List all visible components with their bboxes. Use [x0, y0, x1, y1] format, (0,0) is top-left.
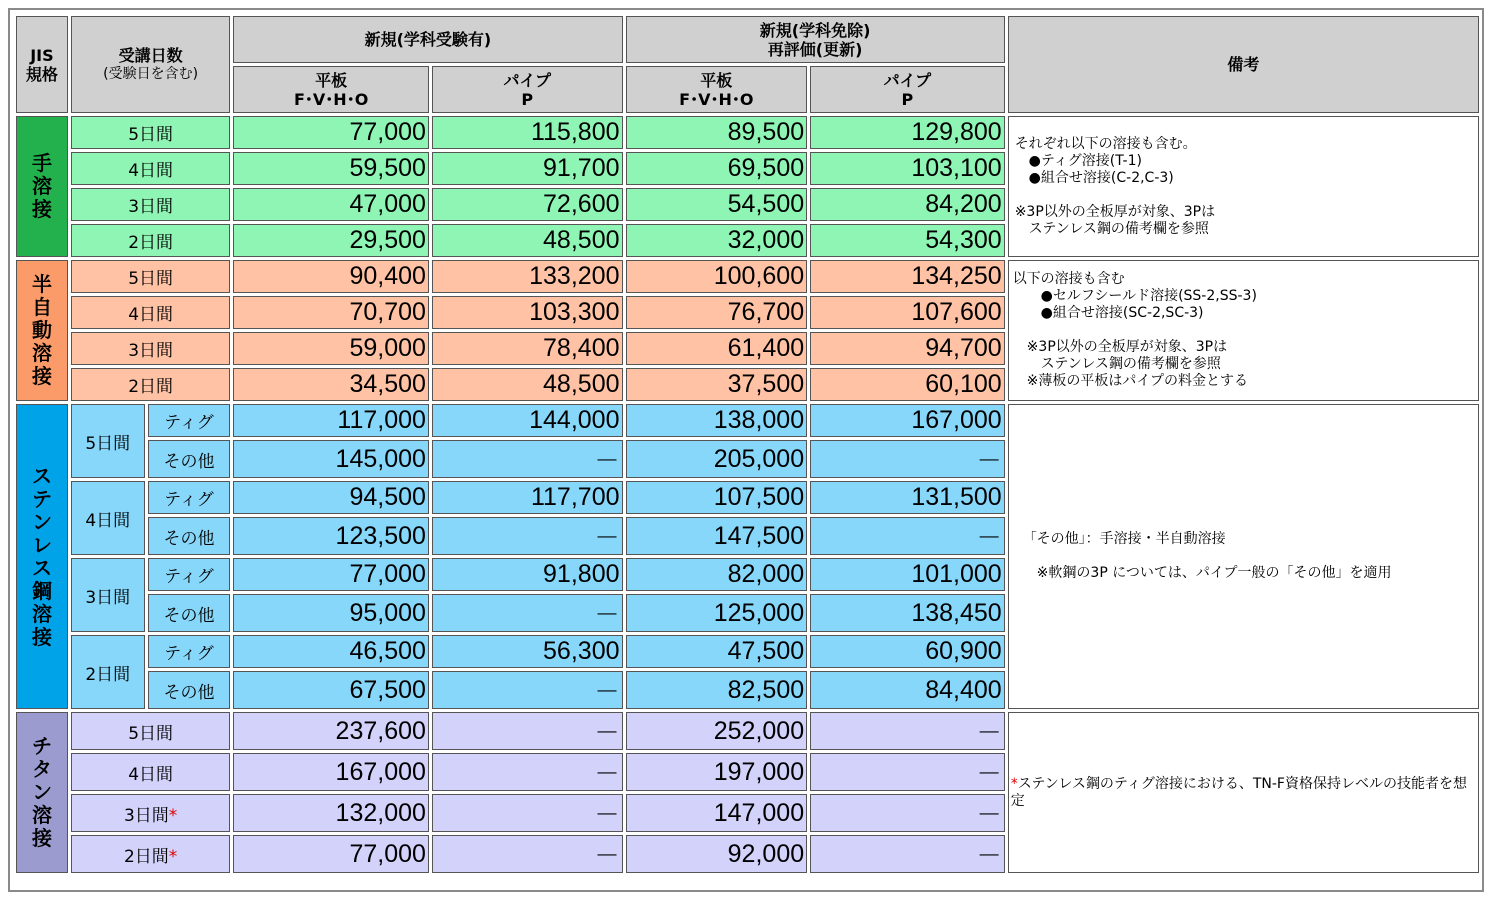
fee-table-frame	[8, 8, 1484, 892]
price-cell: 115,800	[432, 116, 623, 149]
remarks-stainless: 「その他」：手溶接・半自動溶接 ※軟鋼の3P については、パイプ一般の「その他」を適用	[1008, 404, 1479, 709]
price-cell: 84,400	[810, 671, 1005, 709]
price-cell: 90,400	[233, 260, 429, 293]
price-cell: 61,400	[626, 332, 808, 365]
price-cell: －	[810, 835, 1005, 873]
days-cell: 3日間	[71, 188, 230, 221]
price-cell: 77,000	[233, 116, 429, 149]
price-cell: 59,000	[233, 332, 429, 365]
price-cell: 48,500	[432, 224, 623, 257]
price-cell: 95,000	[233, 594, 429, 632]
price-cell: 91,700	[432, 152, 623, 185]
price-cell: 54,300	[810, 224, 1005, 257]
price-cell: 167,000	[810, 404, 1005, 437]
new-exempt-header: 新規(学科免除) 再評価(更新)	[626, 16, 1005, 63]
price-cell: 138,450	[810, 594, 1005, 632]
price-cell: 47,000	[233, 188, 429, 221]
price-cell: 103,100	[810, 152, 1005, 185]
price-cell: 129,800	[810, 116, 1005, 149]
fee-table	[13, 13, 1482, 876]
days-cell: 5日間	[71, 116, 230, 149]
price-cell: 101,000	[810, 558, 1005, 591]
price-cell: 29,500	[233, 224, 429, 257]
price-cell: 77,000	[233, 835, 429, 873]
price-cell: －	[432, 671, 623, 709]
remarks-manual: それぞれ以下の溶接も含む。 ●ティグ溶接(T-1) ●組合せ溶接(C-2,C-3) ※3P以外の全板厚が対象、3Pは ステンレス鋼の備考欄を参照	[1008, 116, 1479, 257]
price-cell: 78,400	[432, 332, 623, 365]
price-cell: 34,500	[233, 368, 429, 401]
type-cell: ティグ	[148, 635, 231, 668]
days-cell: 2日間	[71, 635, 145, 709]
price-cell: 103,300	[432, 296, 623, 329]
price-cell: －	[432, 753, 623, 791]
category-semi-auto: 半 自 動 溶 接	[16, 260, 68, 401]
days-cell: 3日間*	[71, 794, 230, 832]
asterisk-mark: *	[168, 846, 178, 867]
price-cell: 94,500	[233, 481, 429, 514]
price-cell: 145,000	[233, 440, 429, 478]
flat-header: 平板 F･V･H･O	[233, 66, 429, 113]
price-cell: 144,000	[432, 404, 623, 437]
price-cell: －	[810, 517, 1005, 555]
price-cell: －	[432, 517, 623, 555]
days-cell: 2日間	[71, 224, 230, 257]
pipe-header: パイプ P	[810, 66, 1005, 113]
price-cell: 54,500	[626, 188, 808, 221]
type-cell: その他	[148, 517, 231, 555]
table-row	[16, 404, 1479, 437]
remarks-semi-auto: 以下の溶接も含む ●セルフシールド溶接(SS-2,SS-3) ●組合せ溶接(SC-2,SC-3) ※3P以外の全板厚が対象、3Pは ステンレス鋼の備考欄を参照 ※薄板の平板はパイプの料金とする	[1008, 260, 1479, 401]
price-cell: 117,700	[432, 481, 623, 514]
price-cell: 76,700	[626, 296, 808, 329]
days-cell: 3日間	[71, 332, 230, 365]
new-with-exam-header: 新規(学科受験有)	[233, 16, 622, 63]
days-cell: 3日間	[71, 558, 145, 632]
price-cell: 56,300	[432, 635, 623, 668]
price-cell: 77,000	[233, 558, 429, 591]
price-cell: 132,000	[233, 794, 429, 832]
days-cell: 4日間	[71, 753, 230, 791]
price-cell: －	[810, 753, 1005, 791]
days-cell: 2日間	[71, 368, 230, 401]
days-cell: 5日間	[71, 260, 230, 293]
remarks-titanium: *ステンレス鋼のティグ溶接における、TN-F資格保持レベルの技能者を想定	[1008, 712, 1479, 873]
type-cell: ティグ	[148, 558, 231, 591]
price-cell: 59,500	[233, 152, 429, 185]
price-cell: －	[810, 794, 1005, 832]
price-cell: －	[810, 712, 1005, 750]
category-manual: 手 溶 接	[16, 116, 68, 257]
price-cell: 60,100	[810, 368, 1005, 401]
asterisk-mark: *	[168, 805, 178, 826]
price-cell: 72,600	[432, 188, 623, 221]
days-cell: 2日間*	[71, 835, 230, 873]
days-cell: 5日間	[71, 404, 145, 478]
price-cell: 131,500	[810, 481, 1005, 514]
price-cell: 89,500	[626, 116, 808, 149]
price-cell: 70,700	[233, 296, 429, 329]
price-cell: 147,500	[626, 517, 808, 555]
type-cell: その他	[148, 671, 231, 709]
days-cell: 4日間	[71, 152, 230, 185]
price-cell: 167,000	[233, 753, 429, 791]
price-cell: －	[432, 594, 623, 632]
price-cell: －	[432, 835, 623, 873]
price-cell: 32,000	[626, 224, 808, 257]
price-cell: 138,000	[626, 404, 808, 437]
price-cell: 48,500	[432, 368, 623, 401]
table-row	[16, 260, 1479, 293]
price-cell: －	[432, 794, 623, 832]
price-cell: 252,000	[626, 712, 808, 750]
price-cell: 125,000	[626, 594, 808, 632]
jis-header: JIS 規格	[16, 16, 68, 113]
price-cell: 69,500	[626, 152, 808, 185]
price-cell: 82,000	[626, 558, 808, 591]
price-cell: －	[432, 440, 623, 478]
price-cell: 133,200	[432, 260, 623, 293]
flat-header: 平板 F･V･H･O	[626, 66, 808, 113]
type-cell: その他	[148, 594, 231, 632]
table-row	[16, 712, 1479, 750]
days-header: 受講日数 (受験日を含む)	[71, 16, 230, 113]
days-cell: 4日間	[71, 481, 145, 555]
type-cell: その他	[148, 440, 231, 478]
price-cell: 100,600	[626, 260, 808, 293]
price-cell: 107,600	[810, 296, 1005, 329]
price-cell: 147,000	[626, 794, 808, 832]
price-cell: 60,900	[810, 635, 1005, 668]
price-cell: 37,500	[626, 368, 808, 401]
price-cell: 117,000	[233, 404, 429, 437]
days-cell: 5日間	[71, 712, 230, 750]
price-cell: 107,500	[626, 481, 808, 514]
price-cell: 237,600	[233, 712, 429, 750]
price-cell: 92,000	[626, 835, 808, 873]
price-cell: 91,800	[432, 558, 623, 591]
price-cell: 197,000	[626, 753, 808, 791]
price-cell: 67,500	[233, 671, 429, 709]
price-cell: 123,500	[233, 517, 429, 555]
price-cell: －	[810, 440, 1005, 478]
category-titanium: チ タ ン 溶 接	[16, 712, 68, 873]
remarks-header: 備考	[1008, 16, 1479, 113]
table-row	[16, 116, 1479, 149]
price-cell: 84,200	[810, 188, 1005, 221]
price-cell: 47,500	[626, 635, 808, 668]
type-cell: ティグ	[148, 404, 231, 437]
type-cell: ティグ	[148, 481, 231, 514]
price-cell: 134,250	[810, 260, 1005, 293]
price-cell: 46,500	[233, 635, 429, 668]
price-cell: 82,500	[626, 671, 808, 709]
category-stainless: ス テ ン レ ス 鋼 溶 接	[16, 404, 68, 709]
price-cell: －	[432, 712, 623, 750]
price-cell: 94,700	[810, 332, 1005, 365]
pipe-header: パイプ P	[432, 66, 623, 113]
price-cell: 205,000	[626, 440, 808, 478]
days-cell: 4日間	[71, 296, 230, 329]
